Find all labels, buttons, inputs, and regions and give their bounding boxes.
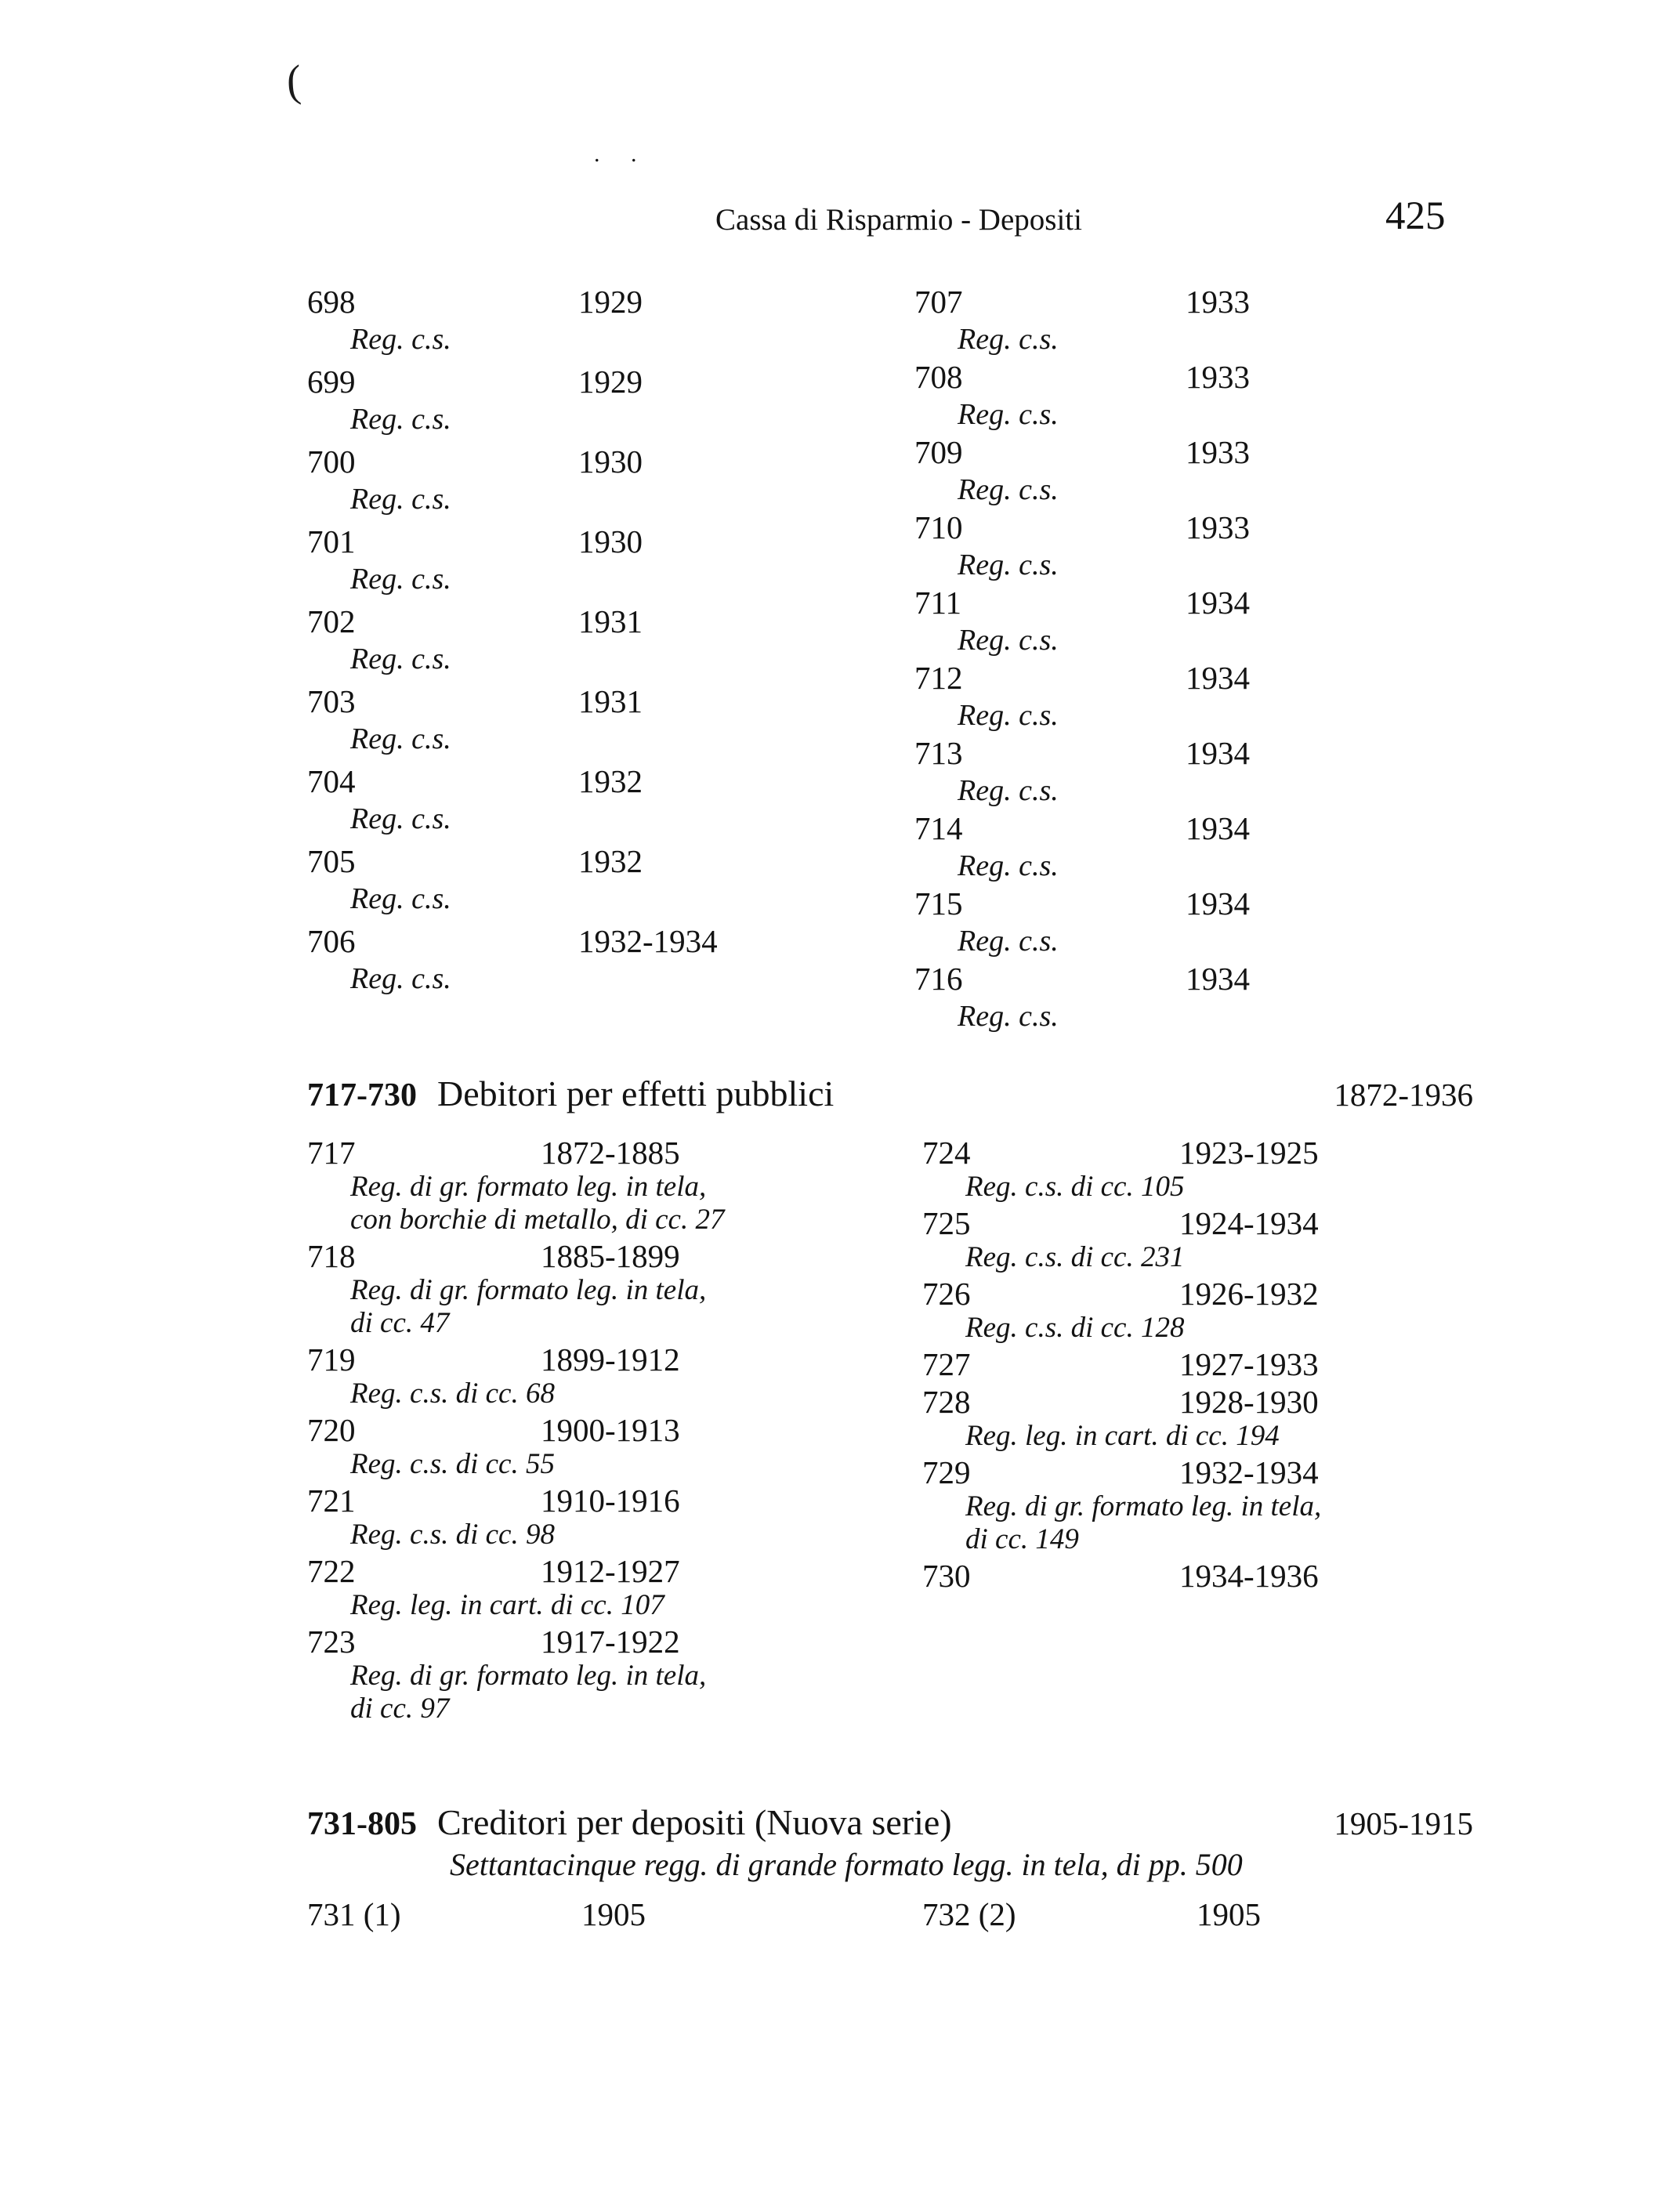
entry-number: 705 bbox=[307, 843, 356, 879]
section-years: 1905-1915 bbox=[1334, 1805, 1473, 1841]
registry-entry bbox=[914, 658, 1475, 733]
entry-number: 730 bbox=[922, 1558, 971, 1594]
entry-description-line: Reg. c.s. bbox=[958, 774, 1059, 807]
entry-years: 1933 bbox=[1186, 284, 1250, 320]
entry-years: 1926-1932 bbox=[1179, 1276, 1319, 1312]
entry-description-line: Reg. c.s. bbox=[350, 962, 451, 995]
entry-years: 1917-1922 bbox=[541, 1624, 680, 1660]
entry-description-line: Reg. c.s. bbox=[350, 323, 451, 356]
entry-description-line: Reg. c.s. bbox=[350, 403, 451, 436]
section-heading-717-730 bbox=[307, 1073, 1473, 1116]
entry-description-line: Reg. c.s. di cc. 98 bbox=[350, 1519, 555, 1551]
registry-entry bbox=[914, 433, 1475, 508]
column-entries-707-716 bbox=[914, 282, 1475, 1034]
entry-years: 1933 bbox=[1186, 509, 1250, 545]
registry-entry bbox=[307, 1341, 867, 1410]
registry-entry bbox=[914, 884, 1475, 959]
entry-description-line: Reg. c.s. bbox=[350, 722, 451, 755]
entry-number: 719 bbox=[307, 1341, 356, 1378]
entry-description-line: Reg. leg. in cart. di cc. 107 bbox=[350, 1589, 664, 1621]
entry-description-line: Reg. c.s. bbox=[958, 925, 1059, 958]
entry-description-line: Reg. di gr. formato leg. in tela, bbox=[350, 1274, 707, 1306]
entry-years: 1932-1934 bbox=[1179, 1454, 1319, 1490]
entry-description-line: Reg. c.s. bbox=[958, 398, 1059, 431]
section-range: 731-805 bbox=[307, 1806, 417, 1842]
entry-years: 1930 bbox=[578, 444, 643, 480]
entry-number: 716 bbox=[914, 961, 963, 997]
entry-years: 1885-1899 bbox=[541, 1238, 680, 1274]
entry-description-line: di cc. 149 bbox=[965, 1523, 1079, 1555]
entry-description-line: Reg. c.s. bbox=[350, 802, 451, 835]
registry-entry bbox=[307, 1624, 867, 1725]
entry-description-line: Reg. c.s. di cc. 128 bbox=[965, 1312, 1185, 1344]
registry-entry bbox=[307, 1553, 867, 1622]
entry-number: 713 bbox=[914, 735, 963, 771]
entry-description-line: Reg. c.s. di cc. 105 bbox=[965, 1171, 1185, 1203]
section-subtitle: Settantacinque regg. di grande formato legg. in tela, di pp. 500 bbox=[450, 1847, 1243, 1882]
registry-entry bbox=[914, 959, 1475, 1034]
entry-years: 1934-1936 bbox=[1179, 1558, 1319, 1594]
registry-list-731-732 bbox=[307, 1895, 1483, 1934]
entry-years: 1930 bbox=[578, 523, 643, 559]
entry-number: 725 bbox=[922, 1205, 971, 1241]
entry-years: 1932 bbox=[578, 763, 643, 799]
entry-years: 1934 bbox=[1186, 735, 1250, 771]
entry-number: 728 bbox=[922, 1384, 971, 1420]
entry-description-line: Reg. c.s. bbox=[350, 882, 451, 915]
entry-years: 1905 bbox=[1197, 1896, 1261, 1932]
entry-years: 1928-1930 bbox=[1179, 1384, 1319, 1420]
entry-number: 729 bbox=[922, 1454, 971, 1490]
entry-years: 1872-1885 bbox=[541, 1135, 680, 1171]
entry-years: 1934 bbox=[1186, 961, 1250, 997]
entry-years: 1900-1913 bbox=[541, 1412, 680, 1448]
entry-number: 710 bbox=[914, 509, 963, 545]
entry-years: 1934 bbox=[1186, 810, 1250, 846]
entry-years: 1934 bbox=[1186, 585, 1250, 621]
registry-entry bbox=[914, 809, 1475, 884]
entry-number: 722 bbox=[307, 1553, 356, 1589]
column-entry-732 bbox=[922, 1895, 1483, 1934]
entry-description-line: di cc. 97 bbox=[350, 1693, 450, 1725]
entry-number: 699 bbox=[307, 364, 356, 400]
column-entries-698-706 bbox=[307, 282, 867, 1034]
registry-entry bbox=[914, 508, 1475, 583]
page-number: 425 bbox=[1385, 194, 1446, 238]
entry-description-line: Reg. leg. in cart. di cc. 194 bbox=[965, 1420, 1280, 1452]
scan-artifact-parenthesis: ( bbox=[285, 56, 302, 106]
registry-entry bbox=[307, 282, 867, 357]
entry-number: 700 bbox=[307, 444, 356, 480]
section-title: Creditori per depositi (Nuova serie) bbox=[437, 1802, 952, 1842]
entry-number: 701 bbox=[307, 523, 356, 559]
entry-years: 1924-1934 bbox=[1179, 1205, 1319, 1241]
entry-description-line: Reg. c.s. bbox=[958, 699, 1059, 732]
section-years: 1872-1936 bbox=[1334, 1077, 1473, 1113]
registry-entry bbox=[307, 442, 867, 517]
registry-entry bbox=[307, 921, 867, 997]
scan-artifact-dots: . . bbox=[594, 141, 650, 167]
entry-description-line: Reg. di gr. formato leg. in tela, bbox=[350, 1171, 707, 1203]
entry-number: 706 bbox=[307, 923, 356, 959]
entry-years: 1929 bbox=[578, 284, 643, 320]
column-entries-724-730 bbox=[922, 1135, 1483, 1727]
entry-description-line: di cc. 47 bbox=[350, 1307, 450, 1339]
entry-description-line: Reg. c.s. bbox=[350, 643, 451, 675]
entry-number: 723 bbox=[307, 1624, 356, 1660]
section-heading-731-805 bbox=[307, 1802, 1473, 1884]
entry-description-line: Reg. di gr. formato leg. in tela, bbox=[350, 1660, 707, 1692]
registry-entry bbox=[307, 1238, 867, 1340]
entry-number: 711 bbox=[914, 585, 961, 621]
entry-number: 726 bbox=[922, 1276, 971, 1312]
entry-description-line: Reg. c.s. di cc. 55 bbox=[350, 1448, 555, 1480]
entry-years: 1912-1927 bbox=[541, 1553, 680, 1589]
entry-number: 708 bbox=[914, 359, 963, 395]
registry-entry bbox=[914, 282, 1475, 357]
entry-number: 702 bbox=[307, 603, 356, 639]
entry-description-line: Reg. c.s. bbox=[958, 548, 1059, 581]
registry-entry bbox=[922, 1276, 1483, 1345]
entry-number: 712 bbox=[914, 660, 963, 696]
registry-entry bbox=[914, 733, 1475, 809]
registry-entry bbox=[307, 362, 867, 437]
registry-entry bbox=[914, 583, 1475, 658]
registry-entry bbox=[307, 522, 867, 597]
entry-number: 704 bbox=[307, 763, 356, 799]
registry-entry bbox=[922, 1135, 1483, 1204]
entry-number: 732 (2) bbox=[922, 1896, 1016, 1932]
entry-years: 1927-1933 bbox=[1179, 1346, 1319, 1382]
entry-number: 707 bbox=[914, 284, 963, 320]
registry-list-717-730 bbox=[307, 1135, 1483, 1727]
registry-entry bbox=[922, 1454, 1483, 1556]
registry-entry bbox=[914, 357, 1475, 433]
entry-number: 709 bbox=[914, 434, 963, 470]
entry-number: 715 bbox=[914, 885, 963, 921]
entry-years: 1933 bbox=[1186, 359, 1250, 395]
registry-entry bbox=[307, 1135, 867, 1236]
entry-years: 1932-1934 bbox=[578, 923, 718, 959]
column-entry-731 bbox=[307, 1895, 867, 1934]
registry-entry bbox=[922, 1895, 1483, 1934]
entry-description-line: Reg. c.s. bbox=[958, 624, 1059, 657]
entry-description-line: con borchie di metallo, di cc. 27 bbox=[350, 1204, 725, 1236]
entry-years: 1905 bbox=[581, 1896, 646, 1932]
entry-number: 731 (1) bbox=[307, 1896, 401, 1932]
entry-years: 1929 bbox=[578, 364, 643, 400]
entry-description-line: Reg. c.s. bbox=[958, 849, 1059, 882]
registry-entry bbox=[307, 1483, 867, 1551]
entry-number: 714 bbox=[914, 810, 963, 846]
registry-entry bbox=[307, 682, 867, 757]
entry-number: 717 bbox=[307, 1135, 356, 1171]
entry-number: 724 bbox=[922, 1135, 971, 1171]
entry-description-line: Reg. c.s. bbox=[958, 473, 1059, 506]
column-entries-717-723 bbox=[307, 1135, 867, 1727]
registry-entry bbox=[922, 1346, 1483, 1382]
entry-number: 720 bbox=[307, 1412, 356, 1448]
entry-years: 1934 bbox=[1186, 885, 1250, 921]
entry-description-line: Reg. di gr. formato leg. in tela, bbox=[965, 1490, 1322, 1522]
registry-entry bbox=[307, 1412, 867, 1481]
registry-list-698-716 bbox=[307, 282, 1475, 1034]
section-range: 717-730 bbox=[307, 1077, 417, 1113]
registry-entry bbox=[307, 762, 867, 837]
entry-years: 1923-1925 bbox=[1179, 1135, 1319, 1171]
registry-entry bbox=[307, 842, 867, 917]
entry-number: 703 bbox=[307, 683, 356, 719]
section-title: Debitori per effetti pubblici bbox=[437, 1073, 835, 1113]
entry-number: 718 bbox=[307, 1238, 356, 1274]
entry-number: 698 bbox=[307, 284, 356, 320]
entry-description-line: Reg. c.s. di cc. 68 bbox=[350, 1378, 555, 1410]
entry-number: 721 bbox=[307, 1483, 356, 1519]
entry-years: 1931 bbox=[578, 603, 643, 639]
entry-description-line: Reg. c.s. bbox=[958, 323, 1059, 356]
entry-number: 727 bbox=[922, 1346, 971, 1382]
entry-description-line: Reg. c.s. di cc. 231 bbox=[965, 1241, 1185, 1273]
entry-years: 1932 bbox=[578, 843, 643, 879]
registry-entry bbox=[307, 602, 867, 677]
entry-description-line: Reg. c.s. bbox=[958, 1000, 1059, 1033]
running-head-title: Cassa di Risparmio - Depositi bbox=[715, 203, 1082, 237]
entry-years: 1933 bbox=[1186, 434, 1250, 470]
registry-entry bbox=[922, 1558, 1483, 1594]
entry-description-line: Reg. c.s. bbox=[350, 563, 451, 596]
entry-years: 1934 bbox=[1186, 660, 1250, 696]
entry-years: 1899-1912 bbox=[541, 1341, 680, 1378]
registry-entry bbox=[307, 1895, 867, 1934]
entry-years: 1931 bbox=[578, 683, 643, 719]
registry-entry bbox=[922, 1205, 1483, 1274]
entry-description-line: Reg. c.s. bbox=[350, 483, 451, 516]
registry-entry bbox=[922, 1384, 1483, 1453]
entry-years: 1910-1916 bbox=[541, 1483, 680, 1519]
